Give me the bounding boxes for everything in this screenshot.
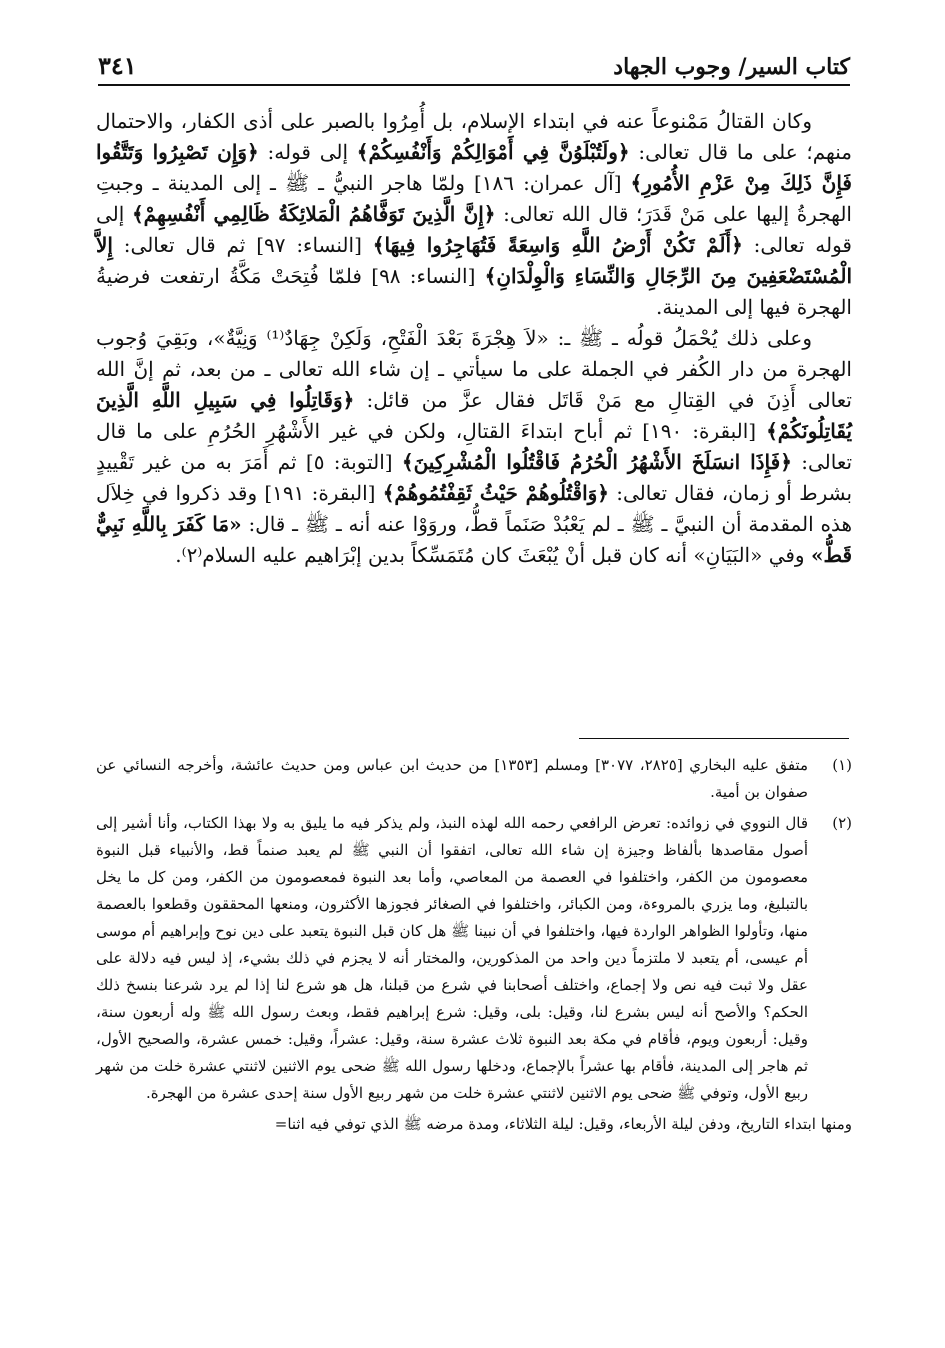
footnote-text: متفق عليه البخاري [٢٨٢٥، ٣٠٧٧] ومسلم [١٣٥٣] من حديث ابن عباس ومن حديث عائشة، وأخرجه النسائي عن صفوان بن أمية. bbox=[96, 756, 808, 801]
footnote-number: (٢) bbox=[832, 814, 852, 832]
body-text: [البقرة: ١٩١] وقد ذكروا في خِلاَل هذه المقدمة أن النبيَّ ـ ﷺ ـ لم يَعْبُدْ صَنَماً قطُّ، وروَوْا عنه أنه ـ ﷺ ـ قال: bbox=[96, 481, 852, 536]
footnote-separator bbox=[579, 738, 849, 739]
body-paragraph bbox=[96, 323, 852, 571]
body-text: إلى قوله تعالى: bbox=[96, 202, 852, 257]
quran-quote: ﴿وَقَاتِلُوا فِي سَبِيلِ اللَّهِ الَّذِينَ يُقَاتِلُونَكُمْ﴾ bbox=[96, 388, 853, 443]
quran-quote: ﴿فَإِذَا انسَلَخَ الأَشْهُرُ الْحُرُمُ فَاقْتُلُوا الْمُشْرِكِينَ﴾ bbox=[401, 450, 792, 474]
body-text: [البقرة: ١٩٠] ثم أباح ابتداءَ القتالِ، ولكن في غير الأَشْهُرِ الحُرُمِ على ما قال تعالى: bbox=[96, 419, 853, 474]
body-text: [النساء: ٩٨] فلمّا فُتِحَتْ مَكَّةُ ارتفعت فرضيةُ الهجرة فيها إلى المدينة. bbox=[96, 264, 852, 319]
footnote bbox=[96, 752, 852, 806]
quran-quote: ﴿وَإِن تَصْبِرُوا وَتَتَّقُوا فَإِنَّ ذَلِكَ مِنْ عَزْمِ الأُمُورِ﴾ bbox=[96, 140, 852, 195]
footnote-continuation: ومنها ابتداء التاريخ، ودفن ليلة الأربعاء، وقيل: ليلة الثلاثاء، ومدة مرضه ﷺ الذي توفي فيه اثنا= bbox=[274, 1115, 852, 1133]
footnote-text: قال النووي في زوائده: تعرض الرافعي رحمه الله لهذه النبذ، ولم يذكر فيه ما يليق به ولا بهذا الكتاب، وأنا أشير إلى أصول مقاصدها بألفاظ وجيزة إن شاء الله تعالى، اتفقوا أن النبي ﷺ لم يعبد صنماً قط، والأنبياء قبل النبوة معصومون من الكفر، واختلفوا في العصمة من المعاصي، وأما بعد النبوة فمعصومون من الكفر، ومن كل ما يخل بالتبليغ، وما يزري بالمروءة، ومن الكبائر، واختلفوا في الصغائر فجوزها الأكثرون، ومنعها المحققون وقطعوا بالعصمة منها، وتأولوا الظواهر الواردة فيها، واختلفوا في أن نبينا ﷺ هل كان قبل النبوة يتعبد على دين نوح وإبراهيم أم موسى أم عيسى، أم يتعبد لا ملتزماً دين واحد من المذكورين، والمختار أنه لا يجزم في ذلك بشيء، إذ ليس فيه دلالة على عقل ولا ثبت فيه نص ولا إجماع، واختلف أصحابنا في شرع من قبلنا، هل هو شرع لنا إذا لم يرد شرعنا بنسخ ذلك الحكم؟ والأصح أنه ليس بشرع لنا، وقيل: بلى، وقيل: شرع إبراهيم فقط، وبعث رسول الله ﷺ وله أربعون سنة، وقيل: أربعون ويوم، فأقام في مكة بعد النبوة ثلاث عشرة سنة، وقيل: عشراً، وقيل: خمس عشرة، والصحيح الأول، ثم هاجر إلى المدينة، فأقام بها عشراً بالإجماع، ودخلها رسول الله ﷺ ضحى يوم الاثنين لاثنتي عشرة خلت من شهر ربيع الأول، وتوفي ﷺ ضحى يوم الاثنين لاثنتي عشرة خلت من شهر ربيع الأول سنة إحدى عشرة من الهجرة. bbox=[96, 814, 808, 1102]
body-text: [النساء: ٩٧] ثم قال تعالى: bbox=[112, 233, 373, 257]
quran-quote: «مَا كَفَرَ بِاللَّهِ نَبِيٌّ قَطُّ» bbox=[96, 512, 852, 567]
quran-quote: ﴿ولَتُبْلَوُنَّ فِي أَمْوَالِكُمْ وَأَنْفُسِكُمْ﴾ bbox=[356, 140, 630, 164]
body-text: إلى قوله: bbox=[258, 140, 357, 164]
quran-quote: ﴿إِنَّ الَّذِينَ تَوَفَّاهُمُ الْمَلائِكَةُ ظَالِمِي أَنْفُسِهِمْ﴾ bbox=[131, 202, 496, 226]
footnotes bbox=[96, 752, 852, 1138]
body-text: [آل عمران: ١٨٦] ولمّا هاجر النبيُّ ـ ﷺ ـ إلى المدينة ـ وجبتِ الهجرةُ إليها على مَنْ قَدَرَ؛ قال الله تعالى: bbox=[96, 171, 852, 226]
body-text: وكان القتالُ مَمْنوعاً عنه في ابتداء الإسلام، بل أُمِرُوا بالصبر على أذى الكفار، والاحتمال منهم؛ على ما قال تعالى: bbox=[96, 109, 852, 164]
body-text: [التوبة: ٥] ثم أَمَرَ به من غير تَقْييدٍ بشرط أو زمان، فقال تعالى: bbox=[96, 450, 853, 505]
chapter-title: كتاب السير/ وجوب الجهاد bbox=[613, 54, 850, 80]
header-rule bbox=[98, 84, 850, 86]
body-paragraph bbox=[96, 106, 852, 323]
footnote-number: (١) bbox=[832, 756, 852, 774]
quran-quote: ﴿وَاقْتُلُوهُمْ حَيْثُ ثَقِفْتُمُوهُمْ﴾ bbox=[382, 481, 610, 505]
main-text bbox=[96, 106, 852, 571]
body-text: وعلى ذلك يُحْمَلُ قولُه ـ ﷺ ـ: «لاَ هِجْرَةَ بَعْدَ الْفَتْحِ، وَلَكِنْ جِهَادٌ⁽¹⁾ وَنِيَّةٌ»، وبَقِيَ وُجوب الهجرة من دار الكُفر في الجملة على ما سيأتي ـ إن شاء الله تعالى ـ من بعد، ثم إنَّ الله تعالى أَذِنَ في القِتالِ مع مَنْ قَاتَل فقال عزَّ من قائل: bbox=[96, 326, 852, 412]
quran-quote: ﴿أَلَمْ تَكُنْ أَرْضُ اللَّهِ وَاسِعَةً فَتُهَاجِرُوا فِيهَا﴾ bbox=[372, 233, 743, 257]
running-header bbox=[98, 38, 850, 80]
body-text: وفي «البَيَانِ» أنه كان قبل أنْ يُبْعَثَ كان مُتَمَسِّكاً بدين إبْرَاهيم عليه السلام⁽٢⁾. bbox=[175, 543, 811, 567]
quran-quote: إِلاَّ الْمُسْتَضْعَفِينَ مِنَ الرِّجَالِ وَالنِّسَاءِ وَالْوِلْدَانِ﴾ bbox=[96, 233, 853, 288]
footnote bbox=[96, 810, 852, 1107]
page-number: ٣٤١ bbox=[98, 51, 137, 80]
